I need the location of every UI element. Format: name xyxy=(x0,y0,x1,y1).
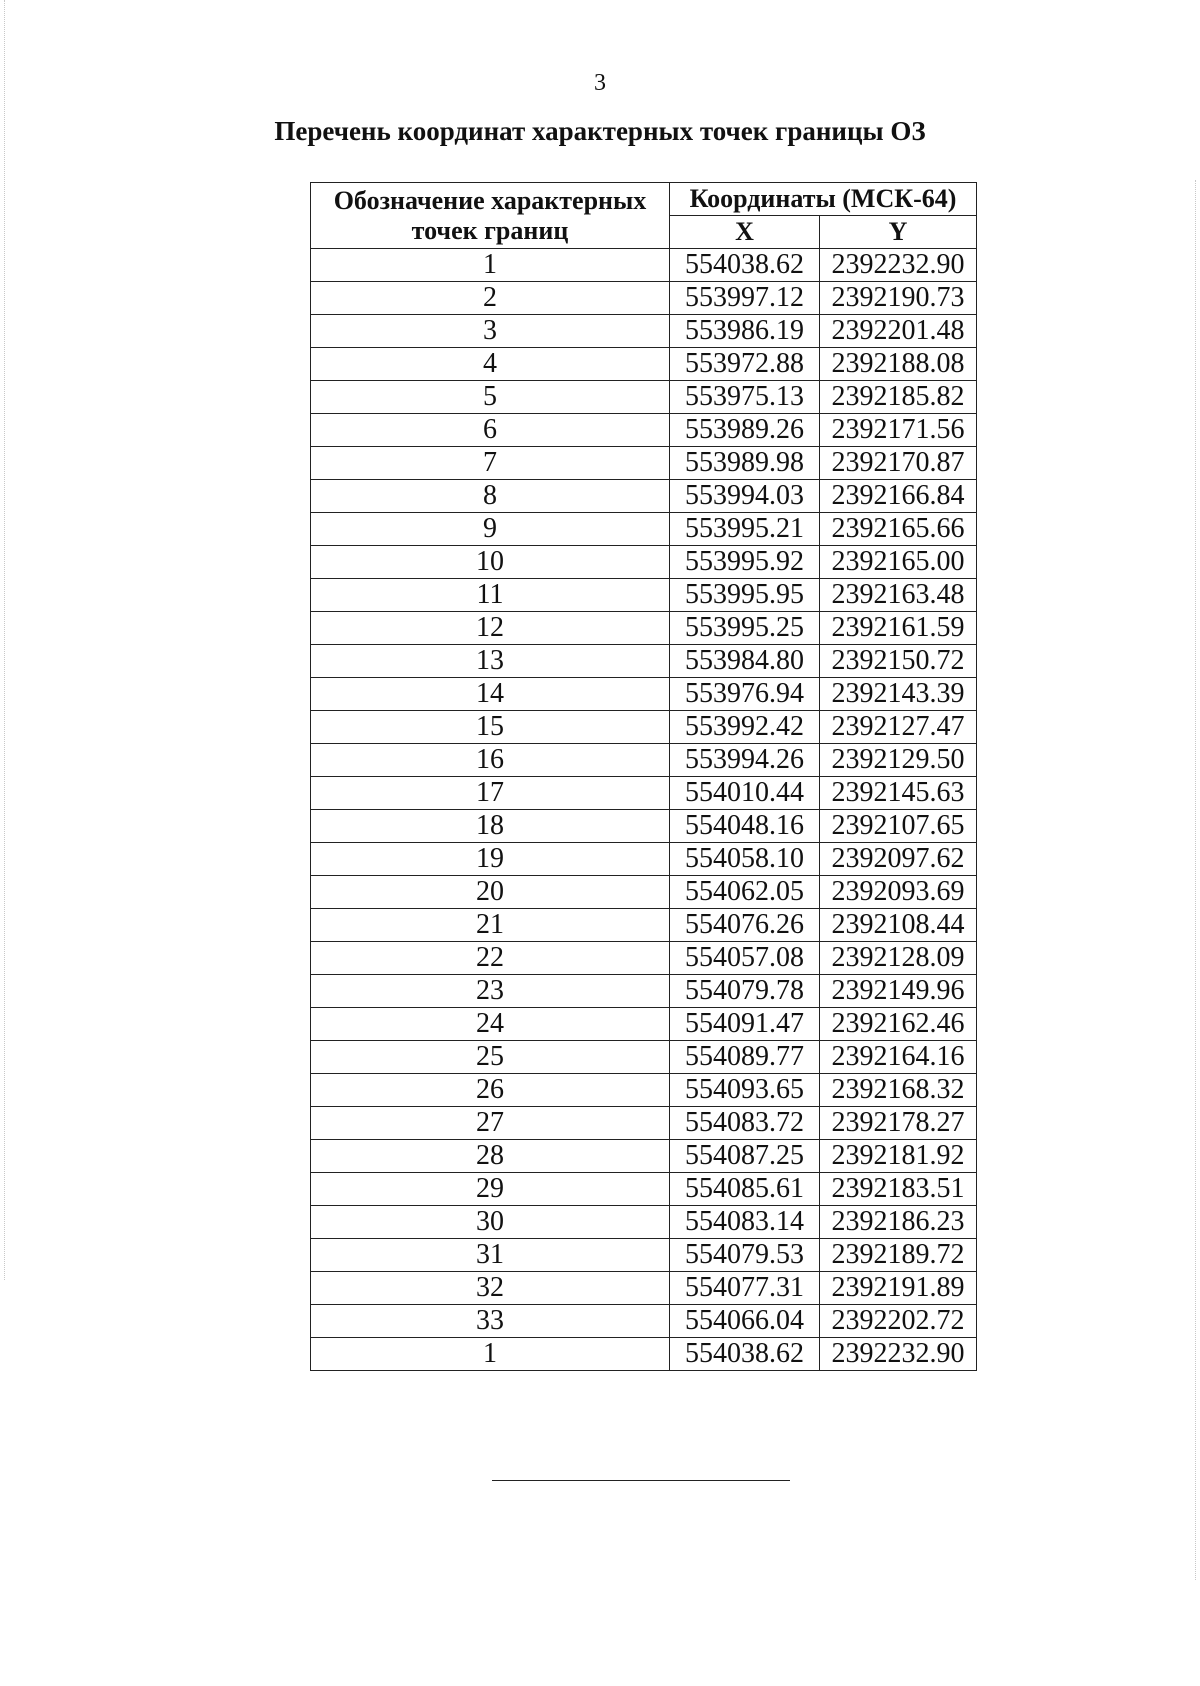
y-cell: 2392232.90 xyxy=(820,1338,977,1371)
x-cell: 554093.65 xyxy=(670,1074,820,1107)
table-row xyxy=(311,1272,977,1305)
table-row xyxy=(311,1305,977,1338)
y-cell: 2392185.82 xyxy=(820,381,977,414)
document-title: Перечень координат характерных точек границы ОЗ xyxy=(274,116,926,146)
x-cell: 554087.25 xyxy=(670,1140,820,1173)
x-cell: 553995.95 xyxy=(670,579,820,612)
y-cell: 2392164.16 xyxy=(820,1041,977,1074)
point-cell: 22 xyxy=(311,942,670,975)
table-row xyxy=(311,1173,977,1206)
table-row xyxy=(311,810,977,843)
header-row-1 xyxy=(311,183,977,216)
y-cell: 2392178.27 xyxy=(820,1107,977,1140)
point-cell: 4 xyxy=(311,348,670,381)
table-row xyxy=(311,1041,977,1074)
point-cell: 23 xyxy=(311,975,670,1008)
x-column-header: X xyxy=(670,216,820,249)
table-row xyxy=(311,546,977,579)
scan-edge-right xyxy=(1195,180,1196,1580)
point-cell: 11 xyxy=(311,579,670,612)
page-number: 3 xyxy=(594,70,606,96)
point-cell: 15 xyxy=(311,711,670,744)
point-cell: 29 xyxy=(311,1173,670,1206)
y-cell: 2392163.48 xyxy=(820,579,977,612)
x-cell: 553984.80 xyxy=(670,645,820,678)
x-cell: 554079.53 xyxy=(670,1239,820,1272)
table-row xyxy=(311,711,977,744)
y-cell: 2392129.50 xyxy=(820,744,977,777)
y-cell: 2392188.08 xyxy=(820,348,977,381)
point-cell: 28 xyxy=(311,1140,670,1173)
x-cell: 553995.92 xyxy=(670,546,820,579)
point-cell: 31 xyxy=(311,1239,670,1272)
x-cell: 554066.04 xyxy=(670,1305,820,1338)
point-cell: 21 xyxy=(311,909,670,942)
x-cell: 553989.26 xyxy=(670,414,820,447)
y-cell: 2392202.72 xyxy=(820,1305,977,1338)
point-cell: 14 xyxy=(311,678,670,711)
table-header xyxy=(311,183,977,249)
point-cell: 2 xyxy=(311,282,670,315)
table-row xyxy=(311,480,977,513)
point-cell: 18 xyxy=(311,810,670,843)
table-row xyxy=(311,678,977,711)
y-cell: 2392171.56 xyxy=(820,414,977,447)
table-row xyxy=(311,777,977,810)
table-row xyxy=(311,612,977,645)
x-cell: 554091.47 xyxy=(670,1008,820,1041)
x-cell: 553992.42 xyxy=(670,711,820,744)
y-cell: 2392170.87 xyxy=(820,447,977,480)
x-cell: 554089.77 xyxy=(670,1041,820,1074)
point-cell: 10 xyxy=(311,546,670,579)
point-cell: 24 xyxy=(311,1008,670,1041)
y-column-header: Y xyxy=(820,216,977,249)
table-body xyxy=(311,249,977,1371)
y-cell: 2392162.46 xyxy=(820,1008,977,1041)
point-cell: 8 xyxy=(311,480,670,513)
y-cell: 2392189.72 xyxy=(820,1239,977,1272)
point-cell: 13 xyxy=(311,645,670,678)
table-row xyxy=(311,249,977,282)
y-cell: 2392097.62 xyxy=(820,843,977,876)
table-row xyxy=(311,513,977,546)
scan-edge-left xyxy=(4,0,5,1280)
x-cell: 554076.26 xyxy=(670,909,820,942)
table-row xyxy=(311,1074,977,1107)
table-row xyxy=(311,282,977,315)
x-cell: 553995.25 xyxy=(670,612,820,645)
y-cell: 2392143.39 xyxy=(820,678,977,711)
table-row xyxy=(311,579,977,612)
point-cell: 12 xyxy=(311,612,670,645)
point-cell: 19 xyxy=(311,843,670,876)
x-cell: 554057.08 xyxy=(670,942,820,975)
x-cell: 553989.98 xyxy=(670,447,820,480)
table-row xyxy=(311,975,977,1008)
y-cell: 2392165.00 xyxy=(820,546,977,579)
x-cell: 553976.94 xyxy=(670,678,820,711)
point-cell: 33 xyxy=(311,1305,670,1338)
y-cell: 2392186.23 xyxy=(820,1206,977,1239)
point-cell: 25 xyxy=(311,1041,670,1074)
table-row xyxy=(311,876,977,909)
y-cell: 2392165.66 xyxy=(820,513,977,546)
y-cell: 2392108.44 xyxy=(820,909,977,942)
coordinates-column-header: Координаты (МСК-64) xyxy=(670,183,977,216)
table-row xyxy=(311,1338,977,1371)
y-cell: 2392183.51 xyxy=(820,1173,977,1206)
y-cell: 2392181.92 xyxy=(820,1140,977,1173)
table-row xyxy=(311,315,977,348)
x-cell: 554085.61 xyxy=(670,1173,820,1206)
point-cell: 27 xyxy=(311,1107,670,1140)
x-cell: 554038.62 xyxy=(670,1338,820,1371)
table-row xyxy=(311,942,977,975)
point-cell: 5 xyxy=(311,381,670,414)
point-cell: 32 xyxy=(311,1272,670,1305)
point-column-header: Обозначение характерных точек границ xyxy=(311,183,670,249)
coordinates-table xyxy=(310,182,977,1371)
y-cell: 2392166.84 xyxy=(820,480,977,513)
x-cell: 554010.44 xyxy=(670,777,820,810)
x-cell: 553986.19 xyxy=(670,315,820,348)
y-cell: 2392149.96 xyxy=(820,975,977,1008)
x-cell: 554062.05 xyxy=(670,876,820,909)
table-row xyxy=(311,744,977,777)
table-row xyxy=(311,843,977,876)
y-cell: 2392128.09 xyxy=(820,942,977,975)
table-row xyxy=(311,1206,977,1239)
y-cell: 2392168.32 xyxy=(820,1074,977,1107)
x-cell: 554083.14 xyxy=(670,1206,820,1239)
x-cell: 553972.88 xyxy=(670,348,820,381)
point-cell: 9 xyxy=(311,513,670,546)
point-cell: 16 xyxy=(311,744,670,777)
y-cell: 2392093.69 xyxy=(820,876,977,909)
x-cell: 553975.13 xyxy=(670,381,820,414)
y-cell: 2392107.65 xyxy=(820,810,977,843)
y-cell: 2392201.48 xyxy=(820,315,977,348)
y-cell: 2392161.59 xyxy=(820,612,977,645)
table-row xyxy=(311,414,977,447)
table-row xyxy=(311,1140,977,1173)
table-row xyxy=(311,1239,977,1272)
x-cell: 554079.78 xyxy=(670,975,820,1008)
x-cell: 554048.16 xyxy=(670,810,820,843)
table-row xyxy=(311,447,977,480)
x-cell: 553994.26 xyxy=(670,744,820,777)
y-cell: 2392191.89 xyxy=(820,1272,977,1305)
x-cell: 554038.62 xyxy=(670,249,820,282)
table-row xyxy=(311,1008,977,1041)
x-cell: 553997.12 xyxy=(670,282,820,315)
table-row xyxy=(311,909,977,942)
point-cell: 3 xyxy=(311,315,670,348)
point-cell: 26 xyxy=(311,1074,670,1107)
table-row xyxy=(311,1107,977,1140)
y-cell: 2392145.63 xyxy=(820,777,977,810)
x-cell: 554058.10 xyxy=(670,843,820,876)
x-cell: 553994.03 xyxy=(670,480,820,513)
y-cell: 2392232.90 xyxy=(820,249,977,282)
y-cell: 2392127.47 xyxy=(820,711,977,744)
table-row xyxy=(311,348,977,381)
x-cell: 554083.72 xyxy=(670,1107,820,1140)
point-cell: 1 xyxy=(311,1338,670,1371)
x-cell: 554077.31 xyxy=(670,1272,820,1305)
point-cell: 30 xyxy=(311,1206,670,1239)
point-cell: 7 xyxy=(311,447,670,480)
table-row xyxy=(311,645,977,678)
y-cell: 2392150.72 xyxy=(820,645,977,678)
point-cell: 17 xyxy=(311,777,670,810)
y-cell: 2392190.73 xyxy=(820,282,977,315)
end-of-document-rule xyxy=(492,1480,790,1481)
point-cell: 1 xyxy=(311,249,670,282)
x-cell: 553995.21 xyxy=(670,513,820,546)
point-cell: 6 xyxy=(311,414,670,447)
table-row xyxy=(311,381,977,414)
point-cell: 20 xyxy=(311,876,670,909)
